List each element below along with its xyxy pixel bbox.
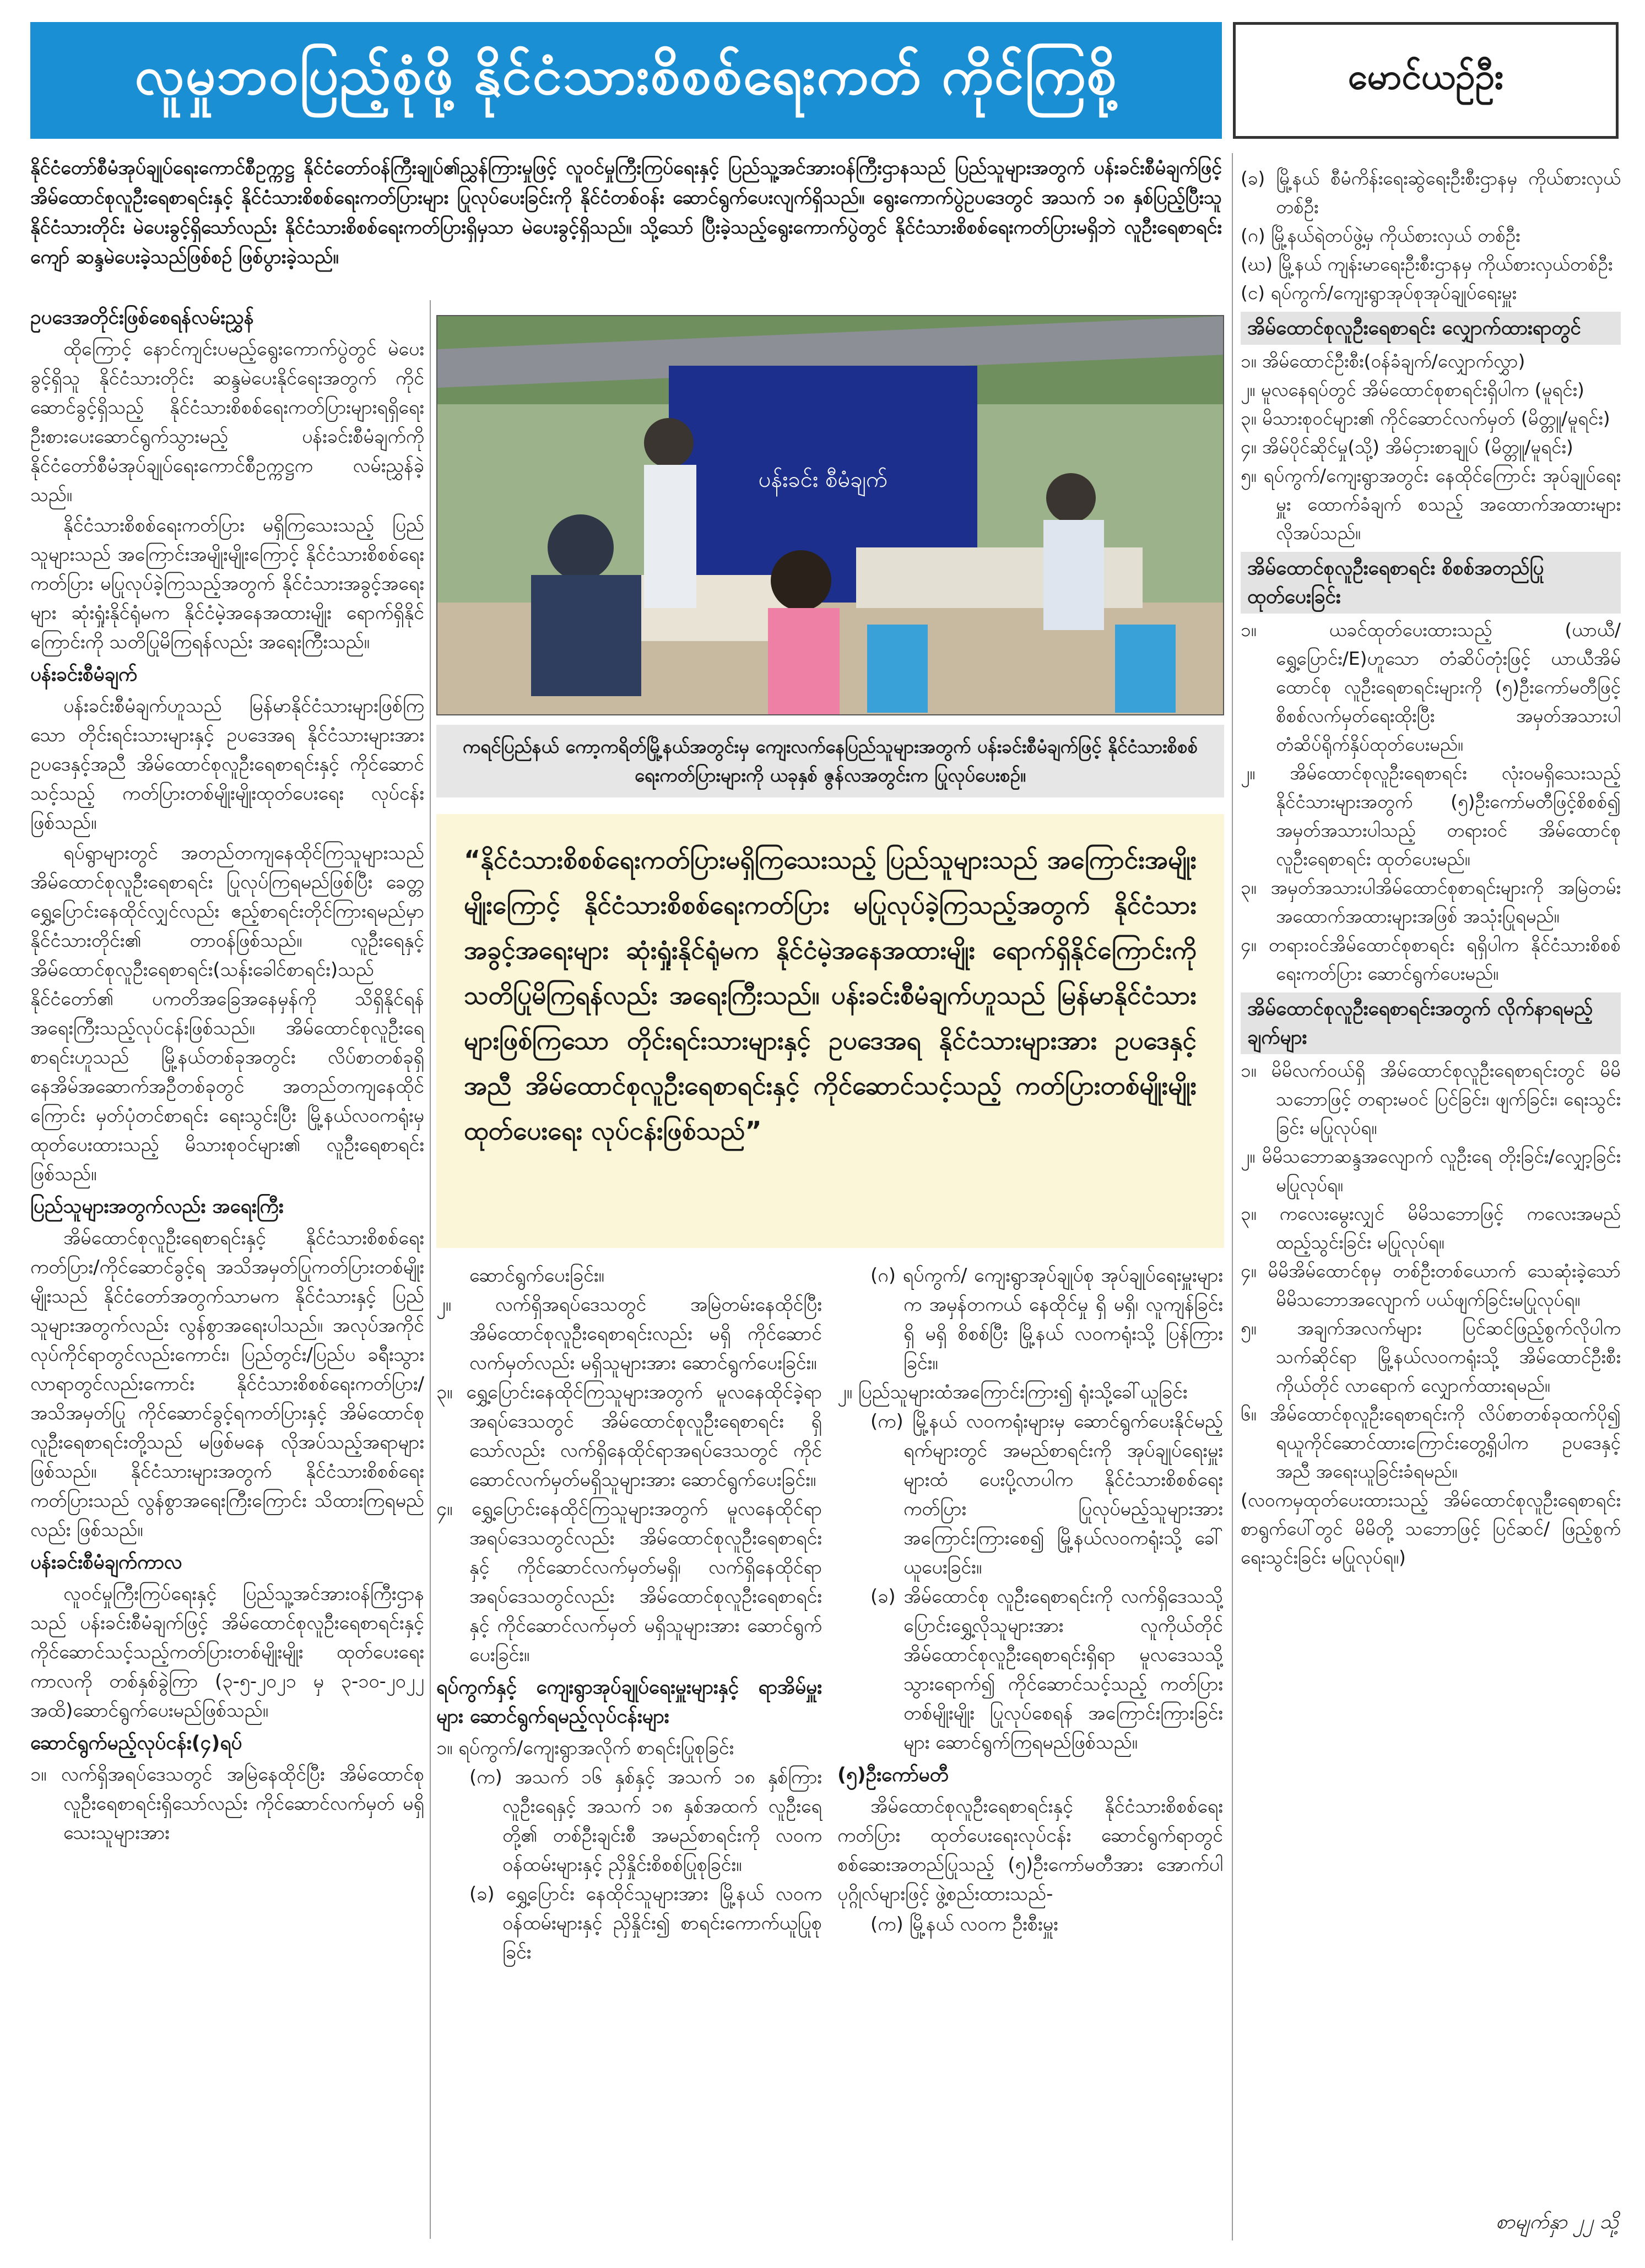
pull-quote: “နိုင်ငံသားစိစစ်ရေးကတ်ပြားမရှိကြသေးသည့် ပြည်သူများသည် အကြောင်းအမျိုးမျိုးကြောင့် နိုင်ငံသားစိစစ်ရေးကတ်ပြား မပြုလုပ်ခဲ့ကြသည့်အတွက် နိုင်ငံသားအခွင့်အရေးများ ဆုံးရှုံးနိုင်ရုံမက နိုင်ငံမဲ့အနေအထားမျိုး ရောက်ရှိနိုင်ကြောင်းကို သတိပြုမိကြရန်လည်း အရေးကြီးသည်။ ပန်းခင်းစီမံချက်ဟူသည် မြန်မာနိုင်ငံသားများဖြစ်ကြသော တိုင်းရင်းသားများနှင့် ဥပဒေအရ နိုင်ငံသားများအား ဥပဒေနှင့်အညီ အိမ်ထောင်စုလူဦးရေစာရင်းနှင့် ကိုင်ဆောင်သင့်သည့် ကတ်ပြားတစ်မျိုးမျိုးထုတ်ပေးရေး လုပ်ငန်းဖြစ်သည်” — [436, 814, 1224, 1248]
left-column — [30, 300, 424, 1848]
list-item: ၆။ အိမ်ထောင်စုလူဦးရေစာရင်းကို လိပ်စာတစ်ခုထက်ပို၍ ရယူကိုင်ဆောင်ထားကြောင်းတွေ့ရှိပါက ဥပဒေနှင့်အညီ အရေးယူခြင်းခံရမည်။ — [1241, 1403, 1621, 1482]
middle-column-1 — [436, 1261, 822, 1967]
paragraph: အိမ်ထောင်စုလူဦးရေစာရင်းနှင့် နိုင်ငံသားစိစစ်ရေးကတ်ပြား/ကိုင်ဆောင်ခွင့်ရ အသိအမှတ်ပြုကတ်ပြားတစ်မျိုးမျိုးသည် နိုင်ငံတော်အတွက်သာမက နိုင်ငံသားနှင့် ပြည်သူများအတွက်လည်း လွန်စွာအရေးပါသည်။ အလုပ်အကိုင်လုပ်ကိုင်ရာတွင်လည်းကောင်း၊ ပြည်တွင်း/ပြည်ပ ခရီးသွားလာရာတွင်လည်းကောင်း နိုင်ငံသားစိစစ်ရေးကတ်ပြား/ အသိအမှတ်ပြု ကိုင်ဆောင်ခွင့်ရကတ်ပြားနှင့် အိမ်ထောင်စုလူဦးရေစာရင်းတို့သည် မဖြစ်မနေ လိုအပ်သည့်အရာများဖြစ်သည်။ နိုင်ငံသားများအတွက် နိုင်ငံသားစိစစ်ရေးကတ်ပြားသည် လွန်စွာအရေးကြီးကြောင်း သိထားကြရမည်လည်း ဖြစ်သည်။ — [30, 1227, 424, 1541]
subheading: ရပ်ကွက်နှင့် ကျေးရွာအုပ်ချုပ်ရေးမှူးများနှင့် ရာအိမ်မှူးများ ဆောင်ရွက်ရမည့်လုပ်ငန်းများ — [436, 1676, 822, 1728]
list-item: (ဃ) မြို့နယ် ကျန်းမာရေးဦးစီးဌာနမှ ကိုယ်စားလှယ်တစ်ဦး — [1241, 253, 1613, 275]
list-item: ၃။ အမှတ်အသားပါအိမ်ထောင်စုစာရင်းများကို အမြဲတမ်း အထောက်အထားများအဖြစ် အသုံးပြုရမည်။ — [1241, 877, 1621, 927]
list-item: (က) မြို့နယ် လဝကရုံးများမှ ဆောင်ရွက်ပေးနိုင်မည့်ရက်များတွင် အမည်စာရင်းကို အုပ်ချုပ်ရေးမှူးများထံ ပေးပို့လာပါက နိုင်ငံသားစိစစ်ရေးကတ်ပြား ပြုလုပ်မည့်သူများအား အကြောင်းကြားစေ၍ မြို့နယ်လဝကရုံးသို့ ခေါ်ယူပေးခြင်း။ — [870, 1410, 1223, 1578]
list-item: ၅။ အချက်အလက်များ ပြင်ဆင်ဖြည့်စွက်လိုပါက သက်ဆိုင်ရာ မြို့နယ်လဝကရုံးသို့ အိမ်ထောင်ဦးစီးကိုယ်တိုင် လာရောက် လျှောက်ထားရမည်။ — [1241, 1317, 1621, 1396]
middle-column-2 — [837, 1261, 1223, 1939]
subheading: ပန်းခင်းစီမံချက် — [30, 664, 138, 686]
list-item: ၃။ မိသားစုဝင်များ၏ ကိုင်ဆောင်လက်မှတ် (မိတ္တူ/မူရင်း) — [1241, 408, 1610, 429]
list-item: (ခ) ရွှေ့ပြောင်း နေထိုင်သူများအား မြို့နယ် လဝက ဝန်ထမ်းများနှင့် ညှိနှိုင်း၍ စာရင်းကောက်ယူပြုစုခြင်း — [469, 1883, 822, 1963]
subheading: ဥပဒေအတိုင်းဖြစ်စေရန်လမ်းညွှန် — [30, 307, 254, 329]
paragraph: ထိုကြောင့် နောင်ကျင်းပမည့်ရွေးကောက်ပွဲတွင် မဲပေးခွင့်ရှိသူ နိုင်ငံသားတိုင်း ဆန္ဒမဲပေးနိုင်ရေးအတွက် ကိုင်ဆောင်ခွင့်ရှိသည့် နိုင်ငံသားစိစစ်ရေးကတ်ပြားများရရှိရေး ဦးစားပေးဆောင်ရွက်သွားမည့် ပန်းခင်းစီမံချက်ကို နိုင်ငံတော်စီမံအုပ်ချုပ်ရေးကောင်စီဥက္ကဋ္ဌက လမ်းညွှန်ခဲ့သည်။ — [30, 338, 424, 506]
list-item: (င) ရပ်ကွက်/ကျေးရွာအုပ်စုအုပ်ချုပ်ရေးမှူး — [1241, 282, 1517, 303]
list-item: (လဝကမှထုတ်ပေးထားသည့် အိမ်ထောင်စုလူဦးရေစာရင်း စာရွက်ပေါ်တွင် မိမိတို့ သဘောဖြင့် ပြင်ဆင်/ ဖြည့်စွက် ရေးသွင်းခြင်း မပြုလုပ်ရ။) — [1241, 1489, 1621, 1568]
list-item: (ခ) မြို့နယ် စီမံကိန်းရေးဆွဲရေးဦးစီးဌာနမှ ကိုယ်စားလှယ်တစ်ဦး — [1241, 167, 1621, 218]
list-item: ၄။ အိမ်ပိုင်ဆိုင်မှု(သို့) အိမ်ငှားစာချုပ် (မိတ္တူ/မူရင်း) — [1241, 436, 1573, 458]
column-divider — [1232, 153, 1233, 2240]
list-item: ၄။ မိမိအိမ်ထောင်စုမှ တစ်ဦးတစ်ယောက် သေဆုံးခဲ့သော် မိမိသဘောအလျောက် ပယ်ဖျက်ခြင်းမပြုလုပ်ရ။ — [1241, 1260, 1621, 1310]
list-item: (ခ) အိမ်ထောင်စု လူဦးရေစာရင်းကို လက်ရှိဒေသသို့ ပြောင်းရွှေ့လိုသူများအား လူကိုယ်တိုင် အိမ်ထောင်စုလူဦးရေစာရင်းရှိရာ မူလဒေသသို့ သွားရောက်၍ ကိုင်ဆောင်သင့်သည့် ကတ်ပြားတစ်မျိုးမျိုး ပြုလုပ်စေရန် အကြောင်းကြားခြင်းများ ဆောင်ရွက်ကြရမည်ဖြစ်သည်။ — [870, 1586, 1223, 1754]
paragraph: ပန်းခင်းစီမံချက်ဟူသည် မြန်မာနိုင်ငံသားများဖြစ်ကြသော တိုင်းရင်းသားများနှင့် ဥပဒေအရ နိုင်ငံသားများအား ဥပဒေနှင့်အညီ အိမ်ထောင်စုလူဦးရေစာရင်းနှင့် ကိုင်ဆောင်သင့်သည့် ကတ်ပြားတစ်မျိုးမျိုးထုတ်ပေးရေး လုပ်ငန်းဖြစ်သည်။ — [30, 695, 424, 834]
list-item: ၁။ မိမိလက်ဝယ်ရှိ အိမ်ထောင်စုလူဦးရေစာရင်းတွင် မိမိသဘောဖြင့် တရားမဝင် ပြင်ခြင်း၊ ဖျက်ခြင်း၊ ရေးသွင်းခြင်း မပြုလုပ်ရ။ — [1241, 1060, 1621, 1138]
list-item: ၅။ ရပ်ကွက်/ကျေးရွာအတွင်း နေထိုင်ကြောင်း အုပ်ချုပ်ရေးမှူး ထောက်ခံချက် စသည့် အထောက်အထားများ လိုအပ်သည်။ — [1241, 465, 1621, 544]
paragraph: အိမ်ထောင်စုလူဦးရေစာရင်းနှင့် နိုင်ငံသားစိစစ်ရေးကတ်ပြား ထုတ်ပေးရေးလုပ်ငန်း ဆောင်ရွက်ရာတွင် စစ်ဆေးအတည်ပြုသည့် (၅)ဦးကော်မတီအား အောက်ပါပုဂ္ဂိုလ်များဖြင့် ဖွဲ့စည်းထားသည်- — [837, 1795, 1223, 1905]
photo-caption: ကရင်ပြည်နယ် ကော့ကရိတ်မြို့နယ်အတွင်းမှ ကျေးလက်နေပြည်သူများအတွက် ပန်းခင်းစီမံချက်ဖြင့် နိုင်ငံသားစိစစ်ရေးကတ်ပြားများကို ယခုနှစ် ဇွန်လအတွင်းက ပြုလုပ်ပေးစဉ်။ — [436, 725, 1224, 797]
list-item: ၂။ မူလနေရပ်တွင် အိမ်ထောင်စုစာရင်းရှိပါက (မူရင်း) — [1241, 379, 1584, 400]
list-item: (ဂ) ရပ်ကွက်/ ကျေးရွာအုပ်ချုပ်စု အုပ်ချုပ်ရေးမှူးများက အမှန်တကယ် နေထိုင်မှု ရှိ မရှိ၊ လူကျန်ခြင်း ရှိ မရှိ စိစစ်ပြီး မြို့နယ် လဝကရုံးသို့ ပြန်ကြားခြင်း။ — [870, 1265, 1223, 1374]
subheading: ပန်းခင်းစီမံချက်ကာလ — [30, 1551, 182, 1574]
list-item: (က) အသက် ၁၆ နှစ်နှင့် အသက် ၁၈ နှစ်ကြား လူဦးရေနှင့် အသက် ၁၈ နှစ်အထက် လူဦးရေတို့၏ တစ်ဦးချင်းစီ အမည်စာရင်းကို လဝက ဝန်ထမ်းများနှင့် ညှိနှိုင်းစိစစ်ပြုစုခြင်း။ — [469, 1766, 822, 1876]
list-item: ၁။ ယခင်ထုတ်ပေးထားသည့် (ယာယီ/ ရွှေ့ပြောင်း/E)ဟူသော တံဆိပ်တုံးဖြင့် ယာယီအိမ်ထောင်စု လူဦးရေစာရင်းများကို (၅)ဦးကော်မတီဖြင့် စိစစ်လက်မှတ်ရေးထိုးပြီး အမှတ်အသားပါ တံဆိပ်ရိုက်နှိပ်ထုတ်ပေးမည်။ — [1241, 619, 1621, 755]
news-photo — [436, 315, 1224, 715]
page-continuation: စာမျက်နှာ ၂၂ သို့ — [1496, 2211, 1619, 2233]
column-divider — [430, 300, 431, 2239]
list-item: ၂။ ပြည်သူများထံအကြောင်းကြား၍ ရုံးသို့ခေါ်ယူခြင်း — [837, 1381, 1188, 1403]
list-item: (ဂ) မြို့နယ်ရဲတပ်ဖွဲ့မှ ကိုယ်စားလှယ် တစ်ဦး — [1241, 225, 1520, 246]
subheading: အိမ်ထောင်စုလူဦးရေစာရင်းအတွက် လိုက်နာရမည့်ချက်များ — [1241, 992, 1621, 1054]
subheading: အိမ်ထောင်စုလူဦးရေစာရင်း စိစစ်အတည်ပြု ထုတ်ပေးခြင်း — [1241, 552, 1621, 614]
lead-paragraph: နိုင်ငံတော်စီမံအုပ်ချုပ်ရေးကောင်စီဥက္ကဋ္ဌ နိုင်ငံတော်ဝန်ကြီးချုပ်၏ညွှန်ကြားမှုဖြင့် လူဝင်မှုကြီးကြပ်ရေးနှင့် ပြည်သူ့အင်အားဝန်ကြီးဌာနသည် ပြည်သူများအတွက် ပန်းခင်းစီမံချက်ဖြင့် အိမ်ထောင်စုလူဦးရေစာရင်းနှင့် နိုင်ငံသားစိစစ်ရေးကတ်ပြားများ ပြုလုပ်ပေးခြင်းကို နိုင်ငံတစ်ဝန်း ဆောင်ရွက်ပေးလျက်ရှိသည်။ ရွေးကောက်ပွဲဥပဒေတွင် အသက် ၁၈ နှစ်ပြည့်ပြီးသူ နိုင်ငံသားတိုင်း မဲပေးခွင့်ရှိသော်လည်း နိုင်ငံသားစိစစ်ရေးကတ်ပြားရှိမှသာ မဲပေးခွင့်ရှိသည်။ သို့သော် ပြီးခဲ့သည့်ရွေးကောက်ပွဲတွင် နိုင်ငံသားစိစစ်ရေးကတ်ပြားမရှိဘဲ လူဦးရေစာရင်းကျော် ဆန္ဒမဲပေးခဲ့သည်ဖြစ်စဉ် ဖြစ်ပွားခဲ့သည်။ — [30, 157, 1222, 268]
list-item: ဆောင်ရွက်ပေးခြင်း။ — [469, 1265, 604, 1287]
list-item: ၁။ အိမ်ထောင်ဦးစီး(ဝန်ခံချက်/လျှောက်လွှာ) — [1241, 350, 1525, 372]
subheading: ပြည်သူများအတွက်လည်း အရေးကြီး — [30, 1196, 284, 1218]
list-item: ၄။ ရွှေ့ပြောင်းနေထိုင်ကြသူများအတွက် မူလနေထိုင်ရာ အရပ်ဒေသတွင်လည်း အိမ်ထောင်စုလူဦးရေစာရင်းနှင့် ကိုင်ဆောင်လက်မှတ်မရှိ၊ လက်ရှိနေထိုင်ရာ အရပ်ဒေသတွင်လည်း အိမ်ထောင်စုလူဦးရေစာရင်းနှင့် ကိုင်ဆောင်လက်မှတ် မရှိသူများအား ဆောင်ရွက်ပေးခြင်း။ — [436, 1498, 822, 1666]
paragraph: ရပ်ရွာများတွင် အတည်တကျနေထိုင်ကြသူများသည် အိမ်ထောင်စုလူဦးရေစာရင်း ပြုလုပ်ကြရမည်ဖြစ်ပြီး ခေတ္တ ရွှေ့ပြောင်းနေထိုင်လျှင်လည်း ဧည့်စာရင်းတိုင်ကြားရမည်မှာ နိုင်ငံသားတိုင်း၏ တာဝန်ဖြစ်သည်။ လူဦးရေနှင့် အိမ်ထောင်စုလူဦးရေစာရင်း(သန်းခေါင်စာရင်း)သည် နိုင်ငံတော်၏ ပကတိအခြေအနေမှန်ကို သိရှိနိုင်ရန် အရေးကြီးသည့်လုပ်ငန်းဖြစ်သည်။ အိမ်ထောင်စုလူဦးရေစာရင်းဟူသည် မြို့နယ်တစ်ခုအတွင်း လိပ်စာတစ်ခုရှိ နေအိမ်အဆောက်အဦတစ်ခုတွင် အတည်တကျနေထိုင်ကြောင်း မှတ်ပုံတင်စာရင်း ရေးသွင်းပြီး မြို့နယ်လဝကရုံးမှ ထုတ်ပေးထားသည့် မိသားစုဝင်များ၏ လူဦးရေစာရင်းဖြစ်သည်။ — [30, 842, 424, 1185]
subheading: ဆောင်ရွက်မည့်လုပ်ငန်း(၄)ရပ် — [30, 1732, 242, 1754]
headline-banner — [30, 22, 1222, 139]
right-column — [1241, 164, 1621, 1572]
list-item: ၂။ လက်ရှိအရပ်ဒေသတွင် အမြဲတမ်းနေထိုင်ပြီး အိမ်ထောင်စုလူဦးရေစာရင်းလည်း မရှိ ကိုင်ဆောင်လက်မှတ်လည်း မရှိသူများအား ဆောင်ရွက်ပေးခြင်း။ — [436, 1294, 822, 1374]
list-item: ၃။ ကလေးမွေးလျှင် မိမိသဘောဖြင့် ကလေးအမည်ထည့်သွင်းခြင်း မပြုလုပ်ရ။ — [1241, 1203, 1621, 1253]
list-item: ၁။ ရပ်ကွက်/ကျေးရွာအလိုက် စာရင်းပြုစုခြင်း — [436, 1737, 734, 1759]
photo-illustration — [437, 316, 1224, 715]
list-item: ၂။ မိမိသဘောဆန္ဒအလျောက် လူဦးရေ တိုးခြင်း/လျှော့ခြင်း မပြုလုပ်ရ။ — [1241, 1146, 1621, 1196]
author-box — [1233, 22, 1619, 139]
list-item: ၂။ အိမ်ထောင်စုလူဦးရေစာရင်း လုံးဝမရှိသေးသည့် နိုင်ငံသားများအတွက် (၅)ဦးကော်မတီဖြင့်စိစစ်၍ အမှတ်အသားပါသည့် တရားဝင် အိမ်ထောင်စုလူဦးရေစာရင်း ထုတ်ပေးမည်။ — [1241, 762, 1621, 870]
list-item: ၁။ လက်ရှိအရပ်ဒေသတွင် အမြဲနေထိုင်ပြီး အိမ်ထောင်စုလူဦးရေစာရင်းရှိသော်လည်း ကိုင်ဆောင်လက်မှတ် မရှိသေးသူများအား — [30, 1764, 424, 1844]
list-item: ၃။ ရွှေ့ပြောင်းနေထိုင်ကြသူများအတွက် မူလနေထိုင်ခဲ့ရာ အရပ်ဒေသတွင် အိမ်ထောင်စုလူဦးရေစာရင်း ရှိသော်လည်း လက်ရှိနေထိုင်ရာအရပ်ဒေသတွင် ကိုင်ဆောင်လက်မှတ်မရှိသူများအား ဆောင်ရွက်ပေးခြင်း။ — [436, 1381, 822, 1491]
list-item: ၄။ တရားဝင်အိမ်ထောင်စုစာရင်း ရရှိပါက နိုင်ငံသားစိစစ်ရေးကတ်ပြား ဆောင်ရွက်ပေးမည်။ — [1241, 934, 1621, 984]
subheading: အိမ်ထောင်စုလူဦးရေစာရင်း လျှောက်ထားရာတွင် — [1241, 312, 1621, 345]
author-name: မောင်ယဉ်ဦး — [1348, 57, 1504, 97]
photo-banner-text: ပန်းခင်း စီမံချက် — [758, 467, 888, 492]
paragraph: လူဝင်မှုကြီးကြပ်ရေးနှင့် ပြည်သူ့အင်အားဝန်ကြီးဌာနသည် ပန်းခင်းစီမံချက်ဖြင့် အိမ်ထောင်စုလူဦးရေစာရင်းနှင့် ကိုင်ဆောင်သင့်သည့်ကတ်ပြားတစ်မျိုးမျိုး ထုတ်ပေးရေးကာလကို တစ်နှစ်ခွဲကြာ (၃-၅-၂၀၂၁ မှ ၃-၁၀-၂၀၂၂ အထိ)ဆောင်ရွက်ပေးမည်ဖြစ်သည်။ — [30, 1583, 424, 1722]
paragraph: နိုင်ငံသားစိစစ်ရေးကတ်ပြား မရှိကြသေးသည့် ပြည်သူများသည် အကြောင်းအမျိုးမျိုးကြောင့် နိုင်ငံသားစိစစ်ရေးကတ်ပြား မပြုလုပ်ခဲ့ကြသည့်အတွက် နိုင်ငံသားအခွင့်အရေးများ ဆုံးရှုံးနိုင်ရုံမက နိုင်ငံမဲ့အနေအထားမျိုး ရောက်ရှိနိုင်ကြောင်းကို သတိပြုမိကြရန်လည်း အရေးကြီးသည်။ — [30, 514, 424, 653]
subheading: (၅)ဦးကော်မတီ — [837, 1764, 949, 1786]
headline: လူမှုဘဝပြည့်စုံဖို့ နိုင်ငံသားစိစစ်ရေးကတ် ကိုင်ကြစို့ — [134, 45, 1118, 106]
list-item: (က) မြို့နယ် လဝက ဦးစီးမှူး — [870, 1913, 1058, 1935]
